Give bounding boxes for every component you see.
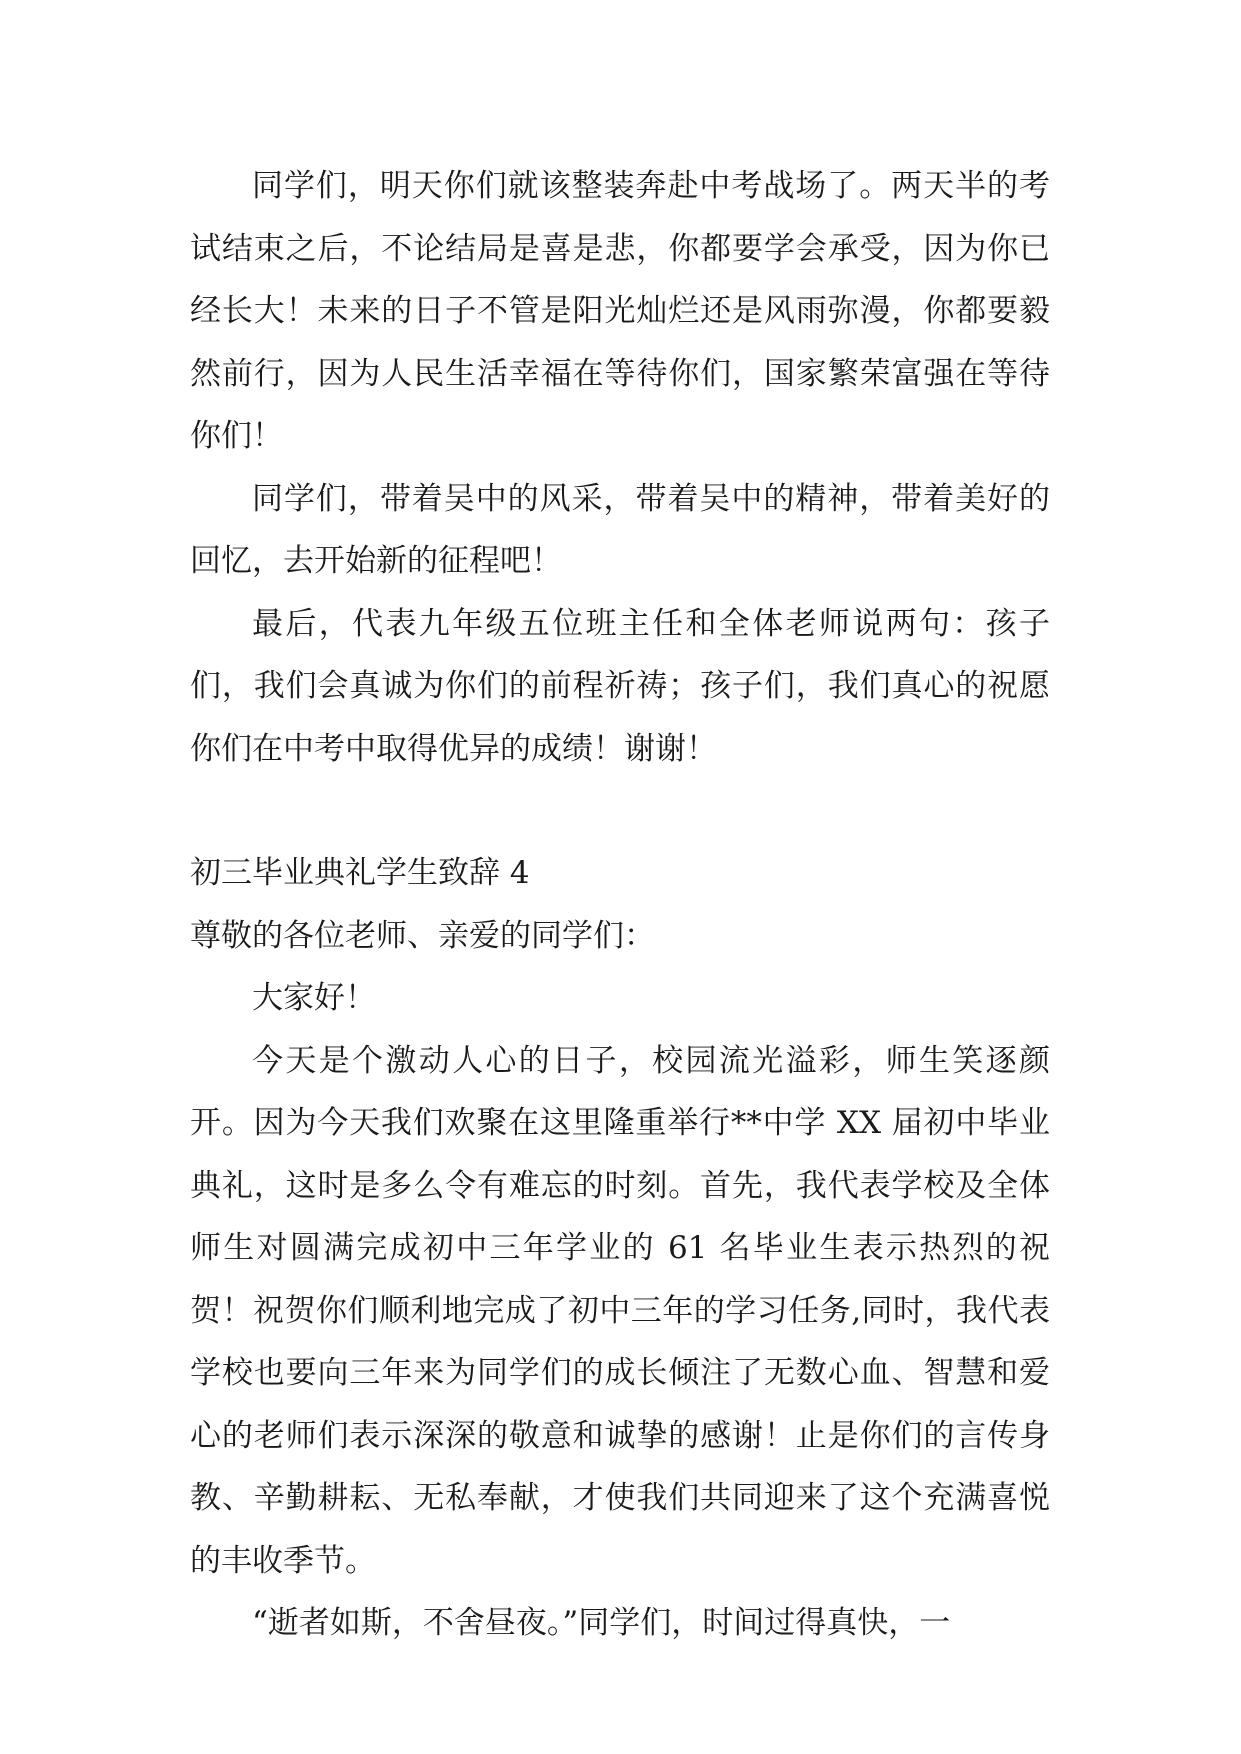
document-body	[190, 155, 1050, 1655]
body-paragraph: “逝者如斯，不舍昼夜。”同学们，时间过得真快，一	[252, 1605, 951, 1641]
greeting: 大家好！	[252, 980, 376, 1016]
salutation: 尊敬的各位老师、亲爱的同学们：	[190, 917, 655, 954]
body-paragraph: 同学们，带着吴中的风采，带着吴中的精神，带着美好的回忆，去开始新的征程吧！	[190, 480, 1050, 579]
body-paragraph: 同学们，明天你们就该整装奔赴中考战场了。两天半的考试结束之后，不论结局是喜是悲，你都要学会承受，因为你已经长大！未来的日子不管是阳光灿烂还是风雨弥漫，你都要毅然前行，因为人民生活幸福在等待你们，国家繁荣富强在等待你们！	[190, 168, 1050, 454]
body-paragraph: 最后，代表九年级五位班主任和全体老师说两句：孩子们，我们会真诚为你们的前程祈祷；孩子们，我们真心的祝愿你们在中考中取得优异的成绩！谢谢！	[190, 605, 1050, 767]
section-spacer	[190, 780, 1050, 842]
section-title: 初三毕业典礼学生致辞 4	[190, 855, 530, 891]
body-paragraph: 今天是个激动人心的日子，校园流光溢彩，师生笑逐颜开。因为今天我们欢聚在这里隆重举行**中学 XX 届初中毕业典礼，这时是多么令有难忘的时刻。首先，我代表学校及全体师生对圆满完成初中三年学业的 61 名毕业生表示热烈的祝贺！祝贺你们顺利地完成了初中三年的学习任务,同时，我代表学校也要向三年来为同学们的成长倾注了无数心血、智慧和爱心的老师们表示深深的敬意和诚挚的感谢！止是你们的言传身教、辛勤耕耘、无私奉献，才使我们共同迎来了这个充满喜悦的丰收季节。	[190, 1042, 1050, 1579]
